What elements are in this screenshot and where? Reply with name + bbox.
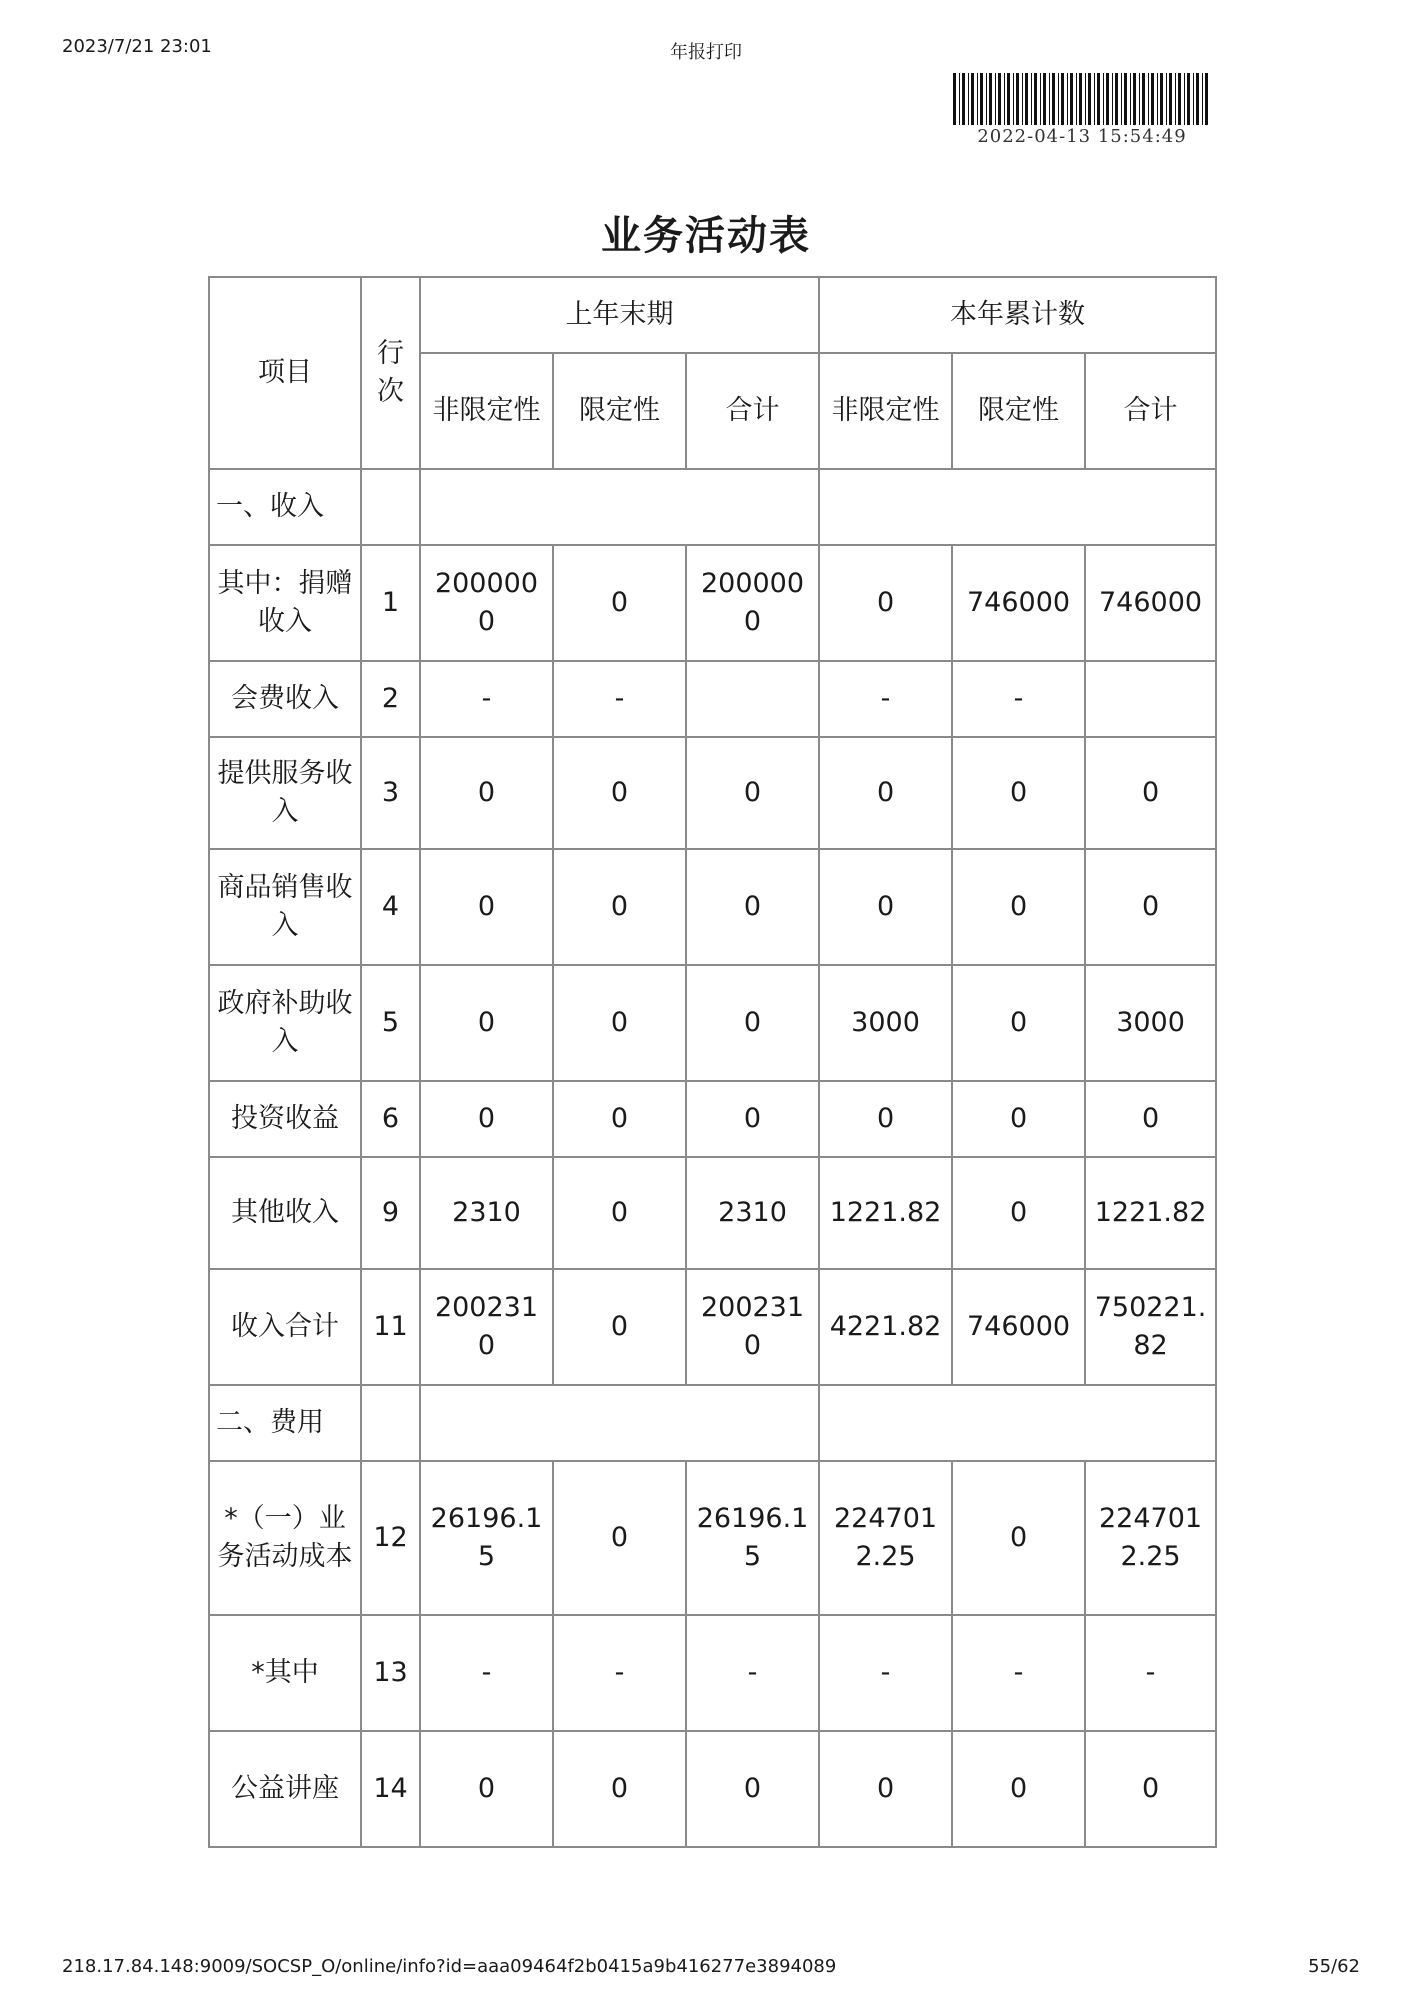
cell-pu: 0: [420, 1081, 553, 1157]
cell-pu: 2310: [420, 1157, 553, 1269]
section-empty-cell: [819, 1385, 1216, 1461]
cell-ct: 0: [1085, 737, 1216, 849]
cell-item: 其他收入: [209, 1157, 361, 1269]
section-empty-cell: [420, 1385, 819, 1461]
cell-cu: 1221.82: [819, 1157, 952, 1269]
cell-cu: 0: [819, 1731, 952, 1847]
table-row: [209, 1157, 1216, 1269]
cell-ct: 3000: [1085, 965, 1216, 1081]
cell-pu: 2002310: [420, 1269, 553, 1385]
header-prev-period: 上年末期: [420, 277, 819, 353]
header-prev-unrestricted: 非限定性: [420, 353, 553, 469]
cell-item: 收入合计: [209, 1269, 361, 1385]
header-curr-unrestricted: 非限定性: [819, 353, 952, 469]
cell-ct: 0: [1085, 1731, 1216, 1847]
header-curr-total: 合计: [1085, 353, 1216, 469]
cell-line: 2: [361, 661, 420, 737]
table-row: [209, 849, 1216, 965]
cell-pu: 2000000: [420, 545, 553, 661]
section-empty-cell: [819, 469, 1216, 545]
cell-line: 9: [361, 1157, 420, 1269]
cell-cr: 0: [952, 1731, 1085, 1847]
document-title: 业务活动表: [601, 213, 811, 259]
cell-pt: [686, 661, 819, 737]
cell-ct: 0: [1085, 1081, 1216, 1157]
cell-pt: 2310: [686, 1157, 819, 1269]
print-page-title: 年报打印: [670, 42, 742, 63]
cell-item: *（一）业务活动成本: [209, 1461, 361, 1615]
cell-cr: 0: [952, 1461, 1085, 1615]
table-row: [209, 1615, 1216, 1731]
cell-cr: 746000: [952, 545, 1085, 661]
cell-pt: -: [686, 1615, 819, 1731]
cell-cr: 0: [952, 1081, 1085, 1157]
cell-item: 提供服务收入: [209, 737, 361, 849]
section-row-income: [209, 469, 1216, 545]
table-row: [209, 545, 1216, 661]
section-empty-cell: [420, 469, 819, 545]
section-empty-cell: [361, 1385, 420, 1461]
cell-cu: 0: [819, 737, 952, 849]
cell-cr: 0: [952, 849, 1085, 965]
table-row: [209, 1081, 1216, 1157]
cell-ct: 750221.82: [1085, 1269, 1216, 1385]
header-current-period: 本年累计数: [819, 277, 1216, 353]
cell-cu: 0: [819, 849, 952, 965]
section-row-expense: [209, 1385, 1216, 1461]
cell-line: 12: [361, 1461, 420, 1615]
cell-cu: 0: [819, 1081, 952, 1157]
cell-cu: 0: [819, 545, 952, 661]
table-row: [209, 1461, 1216, 1615]
cell-ct: 1221.82: [1085, 1157, 1216, 1269]
cell-pu: 0: [420, 849, 553, 965]
cell-ct: -: [1085, 1615, 1216, 1731]
cell-cr: 0: [952, 965, 1085, 1081]
barcode-timestamp: 2022-04-13 15:54:49: [977, 126, 1187, 147]
section-label-income: 一、收入: [209, 469, 361, 545]
cell-pr: 0: [553, 1081, 686, 1157]
cell-pt: 2002310: [686, 1269, 819, 1385]
cell-item: *其中: [209, 1615, 361, 1731]
cell-item: 公益讲座: [209, 1731, 361, 1847]
header-curr-restricted: 限定性: [952, 353, 1085, 469]
cell-line: 11: [361, 1269, 420, 1385]
cell-pu: 0: [420, 737, 553, 849]
cell-pr: -: [553, 1615, 686, 1731]
cell-pt: 0: [686, 849, 819, 965]
cell-pr: 0: [553, 1731, 686, 1847]
header-item: 项目: [209, 277, 361, 469]
cell-cr: -: [952, 661, 1085, 737]
footer-page-number: 55/62: [1308, 1956, 1360, 1977]
header-prev-total: 合计: [686, 353, 819, 469]
table-row: [209, 737, 1216, 849]
cell-pt: 0: [686, 1081, 819, 1157]
barcode-image: [953, 73, 1211, 125]
cell-cr: 746000: [952, 1269, 1085, 1385]
cell-pr: 0: [553, 1461, 686, 1615]
cell-cr: 0: [952, 737, 1085, 849]
cell-line: 6: [361, 1081, 420, 1157]
cell-item: 投资收益: [209, 1081, 361, 1157]
cell-cu: -: [819, 1615, 952, 1731]
table-row: [209, 661, 1216, 737]
cell-ct: [1085, 661, 1216, 737]
cell-cr: -: [952, 1615, 1085, 1731]
cell-pr: 0: [553, 1157, 686, 1269]
cell-cu: -: [819, 661, 952, 737]
cell-pr: 0: [553, 545, 686, 661]
business-activity-table: [208, 276, 1217, 1848]
header-line: 行次: [361, 277, 420, 469]
cell-cu: 2247012.25: [819, 1461, 952, 1615]
cell-item: 会费收入: [209, 661, 361, 737]
cell-cu: 3000: [819, 965, 952, 1081]
barcode-gap: [1208, 73, 1211, 125]
cell-pt: 26196.15: [686, 1461, 819, 1615]
cell-item: 其中：捐赠收入: [209, 545, 361, 661]
section-label-expense: 二、费用: [209, 1385, 361, 1461]
section-empty-cell: [361, 469, 420, 545]
cell-line: 3: [361, 737, 420, 849]
cell-pu: 0: [420, 965, 553, 1081]
cell-ct: 0: [1085, 849, 1216, 965]
cell-line: 4: [361, 849, 420, 965]
cell-line: 5: [361, 965, 420, 1081]
cell-ct: 2247012.25: [1085, 1461, 1216, 1615]
cell-pu: -: [420, 1615, 553, 1731]
cell-pr: -: [553, 661, 686, 737]
cell-cr: 0: [952, 1157, 1085, 1269]
cell-line: 13: [361, 1615, 420, 1731]
cell-pt: 0: [686, 965, 819, 1081]
cell-line: 14: [361, 1731, 420, 1847]
footer-url: 218.17.84.148:9009/SOCSP_O/online/info?id=aaa09464f2b0415a9b416277e3894089: [62, 1956, 837, 1977]
header-prev-restricted: 限定性: [553, 353, 686, 469]
cell-pu: -: [420, 661, 553, 737]
cell-pt: 0: [686, 737, 819, 849]
cell-pr: 0: [553, 965, 686, 1081]
cell-pr: 0: [553, 1269, 686, 1385]
table-row: [209, 1269, 1216, 1385]
cell-pu: 26196.15: [420, 1461, 553, 1615]
cell-ct: 746000: [1085, 545, 1216, 661]
cell-item: 政府补助收入: [209, 965, 361, 1081]
cell-item: 商品销售收入: [209, 849, 361, 965]
cell-pt: 2000000: [686, 545, 819, 661]
table-row: [209, 1731, 1216, 1847]
cell-pr: 0: [553, 737, 686, 849]
cell-pr: 0: [553, 849, 686, 965]
cell-cu: 4221.82: [819, 1269, 952, 1385]
table-row: [209, 965, 1216, 1081]
cell-pt: 0: [686, 1731, 819, 1847]
cell-line: 1: [361, 545, 420, 661]
print-datetime: 2023/7/21 23:01: [62, 36, 212, 57]
cell-pu: 0: [420, 1731, 553, 1847]
